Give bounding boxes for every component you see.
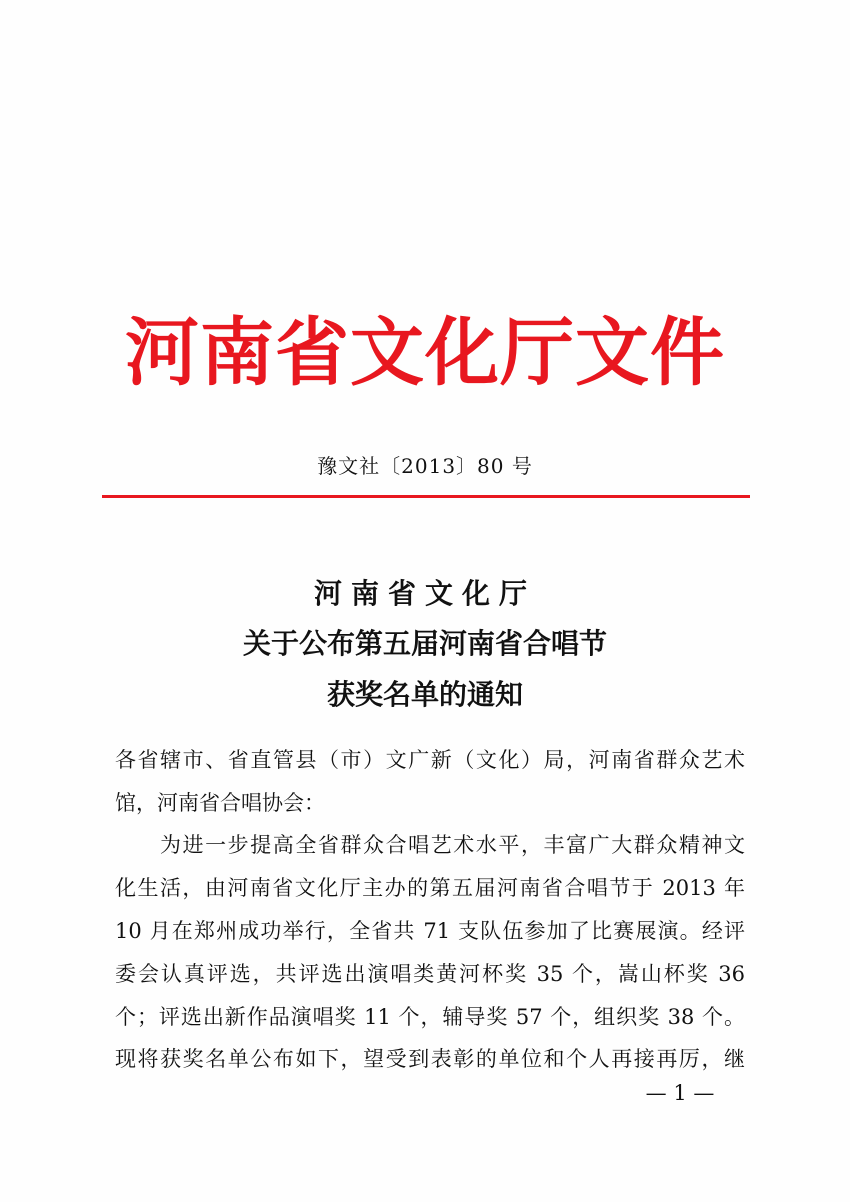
body-paragraph-line-3: 10 月在郑州成功举行，全省共 71 支队伍参加了比赛展演。经评: [115, 919, 745, 943]
salutation-line-2: 馆，河南省合唱协会：: [115, 791, 325, 815]
body-paragraph-line-5: 个；评选出新作品演唱奖 11 个，辅导奖 57 个，组织奖 38 个。: [115, 1005, 745, 1029]
document-number: 豫文社〔2013〕80 号: [317, 454, 533, 478]
page-number: — 1 —: [645, 1081, 715, 1105]
body-paragraph-line-4: 委会认真评选，共评选出演唱类黄河杯奖 35 个，嵩山杯奖 36: [115, 962, 745, 986]
body-paragraph-line-6: 现将获奖名单公布如下，望受到表彰的单位和个人再接再厉，继: [115, 1047, 745, 1071]
salutation-line-1: 各省辖市、省直管县（市）文广新（文化）局，河南省群众艺术: [115, 748, 745, 772]
notice-title-line-1: 河南省文化厅: [313, 577, 536, 610]
red-divider-rule: [102, 495, 750, 498]
masthead-title: 河南省文化厅文件: [125, 310, 725, 396]
body-paragraph-line-1: 为进一步提高全省群众合唱艺术水平，丰富广大群众精神文: [160, 833, 745, 857]
body-paragraph-line-2: 化生活，由河南省文化厅主办的第五届河南省合唱节于 2013 年: [115, 876, 745, 900]
notice-title-line-3: 获奖名单的通知: [326, 678, 523, 711]
notice-title-line-2: 关于公布第五届河南省合唱节: [242, 627, 607, 660]
